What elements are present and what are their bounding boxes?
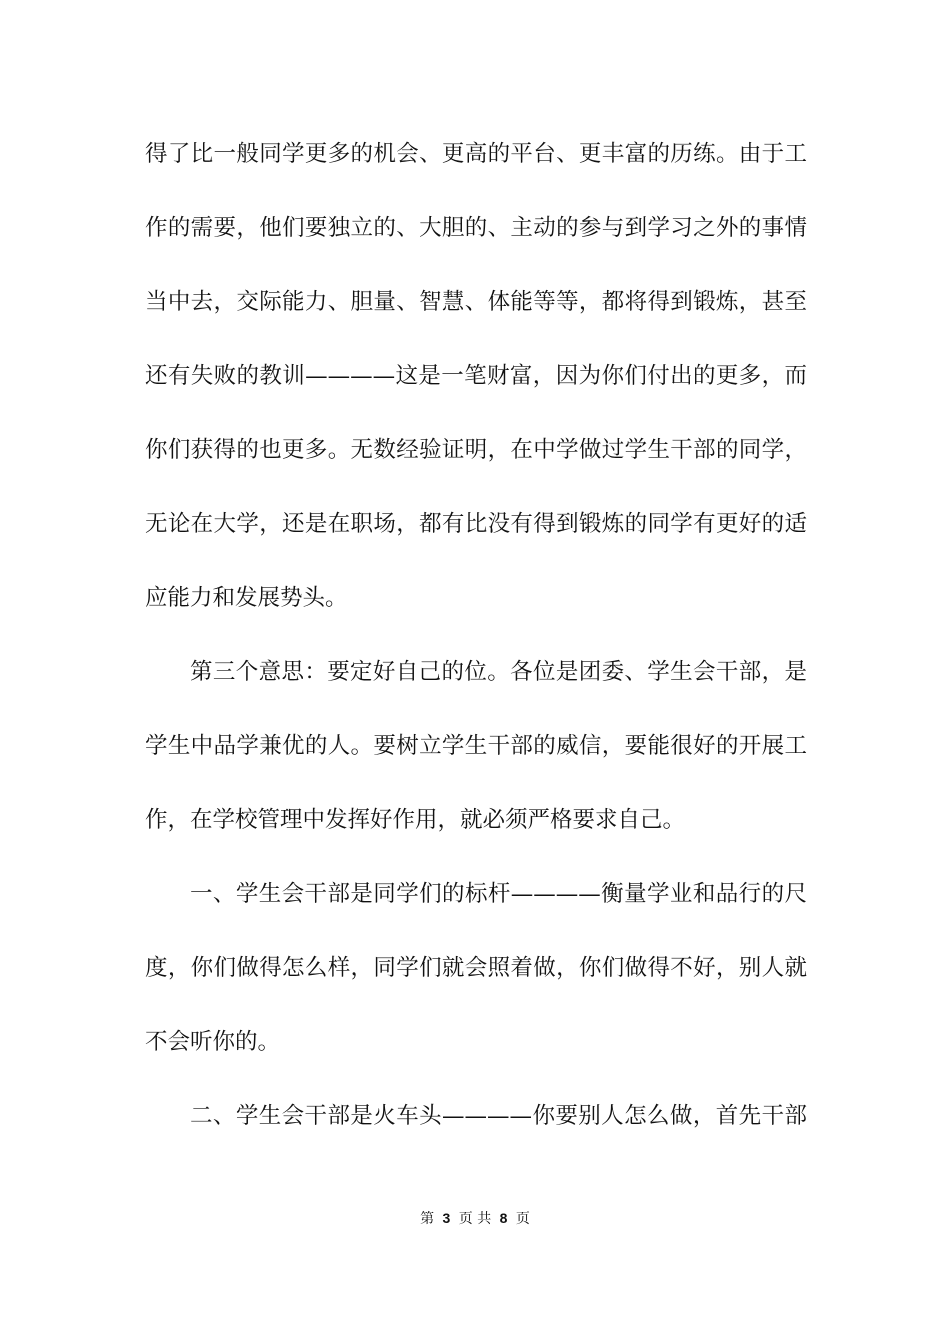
text-line: 作的需要，他们要独立的、大胆的、主动的参与到学习之外的事情: [145, 215, 807, 241]
text-line: 不会听你的。: [145, 1029, 281, 1055]
text-line: 得了比一般同学更多的机会、更高的平台、更丰富的历练。由于工: [145, 141, 807, 167]
footer-suffix: 页: [515, 1211, 530, 1227]
text-line: 度，你们做得怎么样，同学们就会照着做，你们做得不好，别人就: [145, 955, 807, 981]
footer-prefix: 第: [420, 1211, 435, 1227]
text-line: 当中去，交际能力、胆量、智慧、体能等等，都将得到锻炼，甚至: [145, 289, 807, 315]
text-line: 无论在大学，还是在职场，都有比没有得到锻炼的同学有更好的适: [145, 511, 807, 537]
text-line: 还有失败的教训————这是一笔财富，因为你们付出的更多，而: [145, 363, 807, 389]
text-line: 应能力和发展势头。: [145, 585, 348, 611]
text-line: 你们获得的也更多。无数经验证明，在中学做过学生干部的同学，: [145, 437, 807, 463]
text-line: 作，在学校管理中发挥好作用，就必须严格要求自己。: [145, 807, 686, 833]
footer-middle: 页 共: [458, 1211, 492, 1227]
body-text: [145, 130, 807, 1166]
text-line: 一、学生会干部是同学们的标杆————衡量学业和品行的尺: [190, 881, 807, 907]
text-line: 学生中品学兼优的人。要树立学生干部的威信，要能很好的开展工: [145, 733, 807, 759]
page-footer: [0, 1208, 950, 1229]
text-line: 二、学生会干部是火车头————你要别人怎么做，首先干部: [190, 1103, 807, 1129]
text-line: 第三个意思：要定好自己的位。各位是团委、学生会干部，是: [190, 659, 807, 685]
current-page-number: 3: [442, 1210, 451, 1226]
total-page-count: 8: [499, 1210, 508, 1226]
